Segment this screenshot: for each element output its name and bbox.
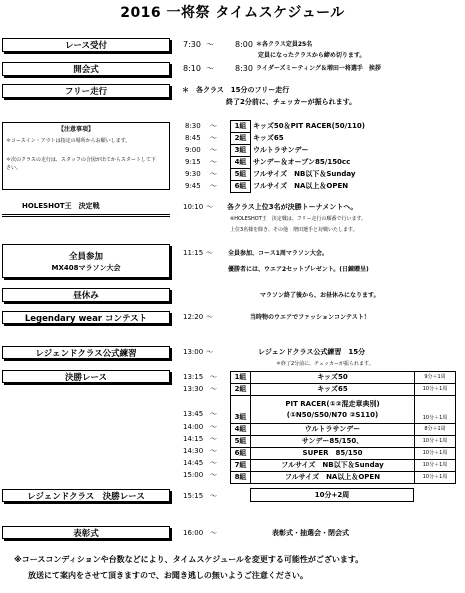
section-legend-practice <box>2 346 170 359</box>
legend-practice-note-1: レジェンドクラス公式練習 15分 <box>258 348 366 356</box>
table-row <box>231 169 368 181</box>
time-dash: ～ <box>210 410 217 418</box>
section-legend-final <box>2 489 170 502</box>
group-cell: 1組 <box>231 121 251 133</box>
footer-line-2: 放送にて案内をさせて頂きますので、お聞き逃しの無いようご注意ください。 <box>28 571 308 580</box>
legend-final-label: レジェンドクラス 決勝レース <box>27 491 145 502</box>
class-line-2: (①N50/S50/N70 ②S110) <box>286 410 379 419</box>
legend-final-start: 15:15 <box>183 492 204 500</box>
duration-cell: 10分＋1周 <box>415 384 456 396</box>
free-time-3: 9:00 <box>185 146 201 154</box>
opening-label: 開会式 <box>73 65 99 75</box>
time-dash: ～ <box>210 423 217 431</box>
reception-start: 7:30 <box>183 40 201 49</box>
group-cell: 7組 <box>231 460 251 472</box>
table-row <box>231 145 368 157</box>
time-dash: ～ <box>206 249 213 257</box>
time-dash: ～ <box>210 146 217 154</box>
lunch-label: 昼休み <box>73 291 99 301</box>
time-dash: ～ <box>210 447 217 455</box>
time-dash: ～ <box>210 158 217 166</box>
group-cell: 3組 <box>231 145 251 157</box>
reception-note-1: ＊各クラス定員25名 <box>256 41 313 48</box>
class-cell <box>251 396 415 424</box>
class-cell: キッズ50＆PIT RACER(50/110) <box>253 122 365 130</box>
free-time-2: 8:45 <box>185 134 201 142</box>
class-cell: サンデー＆オープン85/150cc <box>253 158 351 166</box>
caution-note-1: ＊コースイン・アウトは指定の場所からお願いします。 <box>6 138 131 144</box>
group-cell: 6組 <box>231 448 251 460</box>
section-opening <box>2 62 170 76</box>
free-run-label: フリー走行 <box>64 87 108 97</box>
table-row <box>231 472 456 484</box>
group-cell: 5組 <box>231 169 251 181</box>
class-line-1: PIT RACER(①②混走章典別) <box>285 400 380 408</box>
marathon-label-2: MX408マラソン大会 <box>51 263 121 272</box>
holeshot-note-2: ※HOLESHOT王 決定戦は、フリー走行の順番で行います。 <box>230 216 367 222</box>
free-time-1: 8:30 <box>185 122 201 130</box>
opening-end: 8:30 <box>235 64 253 73</box>
time-dash: ～ <box>210 435 217 443</box>
time-dash: ～ <box>210 459 217 467</box>
table-row <box>231 121 368 133</box>
holeshot-start: 10:10 <box>183 203 204 211</box>
group-cell: 6組 <box>231 181 251 193</box>
duration-cell: 8分＋1周 <box>415 424 456 436</box>
time-dash: ～ <box>210 170 217 178</box>
marathon-start: 11:15 <box>183 249 204 257</box>
section-ceremony <box>2 526 170 539</box>
final-time-6: 14:30 <box>183 447 204 455</box>
class-cell: サンデー85/150、 <box>251 436 415 448</box>
time-dash: ～ <box>210 182 217 190</box>
group-cell: 1組 <box>231 372 251 384</box>
page-title: 2016 一将祭 タイムスケジュール <box>120 5 345 21</box>
time-dash: ～ <box>210 385 217 393</box>
class-cell: フルサイズ NB以下＆Sunday <box>253 170 356 178</box>
legend-practice-label: レジェンドクラス公式練習 <box>35 348 137 359</box>
table-row <box>231 181 368 193</box>
opening-start: 8:10 <box>183 64 201 73</box>
final-time-8: 15:00 <box>183 471 204 479</box>
group-cell: 4組 <box>231 424 251 436</box>
final-time-2: 13:30 <box>183 385 204 393</box>
legend-final-note: 10分+2周 <box>314 491 350 499</box>
legendary-start: 12:20 <box>183 313 204 321</box>
free-time-6: 9:45 <box>185 182 201 190</box>
class-cell: キッズ50 <box>251 372 415 384</box>
duration-cell: 10分＋1周 <box>415 460 456 472</box>
section-reception <box>2 38 170 52</box>
time-dash: ～ <box>206 348 213 356</box>
class-cell: SUPER 85/150 <box>251 448 415 460</box>
final-time-3: 13:45 <box>183 410 204 418</box>
class-cell: ウルトラサンデー <box>253 146 309 154</box>
section-free-run <box>2 84 170 98</box>
caution-box <box>2 122 170 190</box>
ceremony-label: 表彰式 <box>73 528 99 539</box>
duration-cell: 9分＋1周 <box>415 372 456 384</box>
free-run-note-2: 終了2分前に、チェッカーが振られます。 <box>226 98 357 106</box>
class-cell: フルサイズ NA以上＆OPEN <box>251 472 415 484</box>
group-cell: 2組 <box>231 384 251 396</box>
class-cell: フルサイズ NA以上＆OPEN <box>253 182 349 190</box>
table-row <box>231 384 456 396</box>
reception-end: 8:00 <box>235 40 253 49</box>
time-dash: ～ <box>210 373 217 381</box>
holeshot-label: HOLESHOT王 決定戦 <box>22 202 100 210</box>
final-time-4: 14:00 <box>183 423 204 431</box>
holeshot-note-1: 各クラス上位3名が決勝トーナメントへ。 <box>227 203 358 211</box>
table-row <box>231 157 368 169</box>
group-cell: 4組 <box>231 157 251 169</box>
time-dash: ～ <box>206 64 214 73</box>
free-run-note-1: ＊ 各クラス 15分のフリー走行 <box>182 86 290 94</box>
caution-note-2: ＊次のクラスの走行は、スタッフの合図が出てからスタートして下さい。 <box>6 157 156 171</box>
table-row <box>231 436 456 448</box>
section-legendary <box>2 311 170 324</box>
holeshot-underline <box>2 214 170 215</box>
time-dash: ～ <box>210 529 217 537</box>
table-row <box>231 448 456 460</box>
legendary-note: 当時物のウエアでファッションコンテスト！ <box>250 314 370 321</box>
duration-cell: 10分＋1周 <box>415 396 456 424</box>
free-time-5: 9:30 <box>185 170 201 178</box>
legend-practice-note-2: ＊終了2分前に、チェッカーが振られます。 <box>276 361 374 367</box>
time-dash: ～ <box>210 492 217 500</box>
free-time-4: 9:15 <box>185 158 201 166</box>
table-row <box>231 396 456 424</box>
class-cell: キッズ65 <box>251 384 415 396</box>
lunch-note: マラソン終了後から、お昼休みになります。 <box>260 292 380 299</box>
time-dash: ～ <box>206 313 213 321</box>
finals-table <box>230 371 456 484</box>
legend-practice-start: 13:00 <box>183 348 204 356</box>
reception-note-2: 定員になったクラスから締め切ります。 <box>258 52 366 59</box>
class-cell: キッズ65 <box>253 134 284 142</box>
class-cell: ウルトラサンデー <box>251 424 415 436</box>
section-finals <box>2 370 170 383</box>
final-time-5: 14:15 <box>183 435 204 443</box>
class-cell: フルサイズ NB以下＆Sunday <box>251 460 415 472</box>
time-dash: ～ <box>210 471 217 479</box>
time-dash: ～ <box>206 203 213 211</box>
finals-label: 決勝レース <box>64 372 108 383</box>
table-row <box>231 424 456 436</box>
final-time-1: 13:15 <box>183 373 204 381</box>
time-dash: ～ <box>206 40 214 49</box>
marathon-note-1: 全員参加、コース1周マラソン大会。 <box>228 250 328 257</box>
legend-final-duration-box <box>250 488 414 502</box>
caution-title: 【注意事項】 <box>58 126 95 133</box>
holeshot-note-3: 上位3名様を除き、その他 増田選手と対戦いたします。 <box>230 227 358 233</box>
table-row <box>231 372 456 384</box>
table-row <box>231 460 456 472</box>
group-cell: 3組 <box>231 396 251 424</box>
ceremony-note: 表彰式・抽選会・閉会式 <box>272 529 349 537</box>
footer-line-1: ※コースコンディションや台数などにより、タイムスケジュールを変更する可能性がございます。 <box>14 555 364 564</box>
section-lunch <box>2 288 170 302</box>
table-row <box>231 133 368 145</box>
free-run-table <box>230 120 368 193</box>
time-dash: ～ <box>210 122 217 130</box>
group-cell: 8組 <box>231 472 251 484</box>
marathon-label-1: 全員参加 <box>68 251 103 262</box>
legendary-label: Legendary wear コンテスト <box>24 313 148 324</box>
duration-cell: 10分＋1周 <box>415 436 456 448</box>
time-dash: ～ <box>210 134 217 142</box>
duration-cell: 10分＋1周 <box>415 472 456 484</box>
group-cell: 5組 <box>231 436 251 448</box>
final-time-7: 14:45 <box>183 459 204 467</box>
opening-note: ライダーズミーティング＆増田一将選手 挨拶 <box>256 65 381 72</box>
duration-cell: 10分＋1周 <box>415 448 456 460</box>
marathon-note-2: 優勝者には、ウエア2セットプレゼント。(日錬贈呈) <box>228 266 369 273</box>
group-cell: 2組 <box>231 133 251 145</box>
ceremony-start: 16:00 <box>183 529 204 537</box>
section-marathon <box>2 244 170 278</box>
reception-label: レース受付 <box>64 41 108 51</box>
